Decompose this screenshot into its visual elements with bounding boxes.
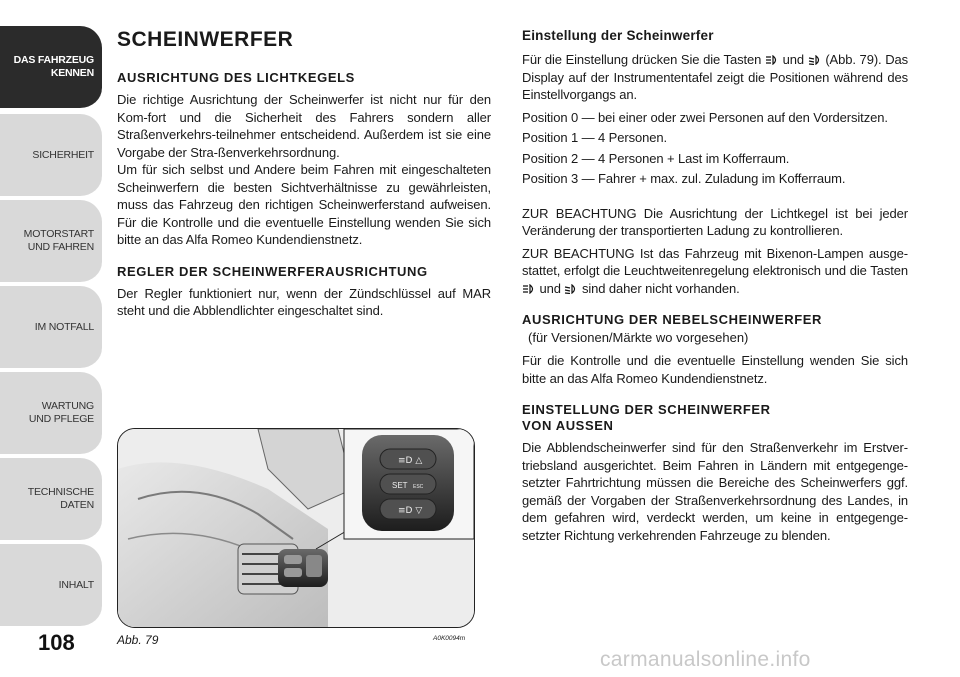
heading-nebelscheinwerfer-sub: (für Versionen/Märkte wo vorgesehen) bbox=[528, 330, 749, 345]
svg-text:SET: SET bbox=[392, 481, 408, 490]
heading-von-aussen-2: VON AUSSEN bbox=[522, 418, 614, 433]
paragraph-nebel: Für die Kontrolle und die eventuelle Einstellung wenden Sie sich bitte an das Alfa Romeo Kundendienstnetz. bbox=[522, 353, 908, 386]
svg-text:≡D △: ≡D △ bbox=[398, 456, 423, 466]
tab-inhalt[interactable]: INHALT bbox=[0, 544, 102, 628]
tab-wartung-und-pflege[interactable]: WARTUNG UND PFLEGE bbox=[0, 372, 102, 456]
set-esc-button[interactable] bbox=[380, 474, 436, 494]
figure-headlight-control bbox=[117, 428, 475, 628]
tab-motorstart-und-fahren[interactable]: MOTORSTART UND FAHREN bbox=[0, 200, 102, 284]
page-title: SCHEINWERFER bbox=[117, 28, 294, 51]
left-column bbox=[117, 28, 491, 325]
position-2: Position 2 — 4 Personen + Last im Kofferraum. bbox=[522, 150, 790, 166]
tab-sicherheit[interactable]: SICHERHEIT bbox=[0, 114, 102, 198]
headlight-down-icon bbox=[808, 55, 822, 65]
position-0: Position 0 — bei einer oder zwei Personen auf den Vordersitzen. bbox=[522, 109, 888, 125]
note-1: ZUR BEACHTUNG Die Ausrichtung der Lichtkegel ist bei jeder Veränderung der transportierten Ladung zu kontrollieren. bbox=[522, 205, 908, 238]
dashboard-control-cluster bbox=[278, 549, 328, 587]
headlight-up-button[interactable] bbox=[380, 449, 436, 469]
paragraph-ausrichtung-1: Die richtige Ausrichtung der Scheinwerfer ist nicht nur für den Kom-fort und die Sicherheit des Fahrers sondern aller Straßenverkehrs-teilnehmer entscheidend. Außerdem ist sie eine Vorgabe der Stra-ßenverkehrsordnung. bbox=[117, 92, 491, 160]
tab-technische-daten[interactable]: TECHNISCHE DATEN bbox=[0, 458, 102, 542]
paragraph-einstellung: Für die Einstellung drücken Sie die Tasten und (Abb. 79). Das Display auf der Instrumententafel zeigt die Positionen während des Einstellvorgangs an. bbox=[522, 52, 909, 102]
heading-nebelscheinwerfer: AUSRICHTUNG DER NEBELSCHEINWERFER bbox=[522, 312, 823, 327]
page-number: 108 bbox=[38, 630, 75, 655]
watermark: carmanualsonline.info bbox=[600, 648, 811, 671]
dashboard-illustration bbox=[118, 429, 474, 627]
figure-code: A0K0094m bbox=[433, 635, 466, 642]
heading-einstellung: Einstellung der Scheinwerfer bbox=[522, 28, 714, 43]
section-heading-ausrichtung: AUSRICHTUNG DES LICHTKEGELS bbox=[117, 70, 355, 85]
tab-im-notfall[interactable]: IM NOTFALL bbox=[0, 286, 102, 370]
headlight-down-icon bbox=[564, 284, 578, 294]
position-1: Position 1 — 4 Personen. bbox=[522, 130, 668, 145]
paragraph-von-aussen: Die Abblendscheinwerfer sind für den Straßenverkehr im Erstver-triebsland ausgerichtet. Beim Fahren in Ländern mit entgegenge-setzter Fahrtrichtung müssen die Bereiche des Scheinwerfers ggf. gemäß der Vorgaben der Straßenverkehrsordnung des Landes, in dem gefahren wird, verdeckt werden, um keine in entgegenge-setzter Richtung verkehrenden Fahrzeuge zu blenden. bbox=[522, 440, 908, 543]
figure-caption: Abb. 79 bbox=[117, 633, 159, 647]
svg-text:≡D ▽: ≡D ▽ bbox=[398, 506, 423, 516]
note-2: ZUR BEACHTUNG Ist das Fahrzeug mit Bixenon-Lampen ausge-stattet, erfolgt die Leuchtweitenregelung elektronisch und die Tasten und sind daher nicht vorhanden. bbox=[522, 245, 908, 296]
svg-text:ESC: ESC bbox=[413, 484, 424, 490]
chapter-tabs bbox=[0, 0, 104, 677]
tab-das-fahrzeug-kennen[interactable]: DAS FAHRZEUG KENNEN bbox=[0, 26, 102, 110]
right-column bbox=[522, 28, 908, 549]
headlight-up-icon bbox=[522, 284, 536, 294]
heading-von-aussen-1: EINSTELLUNG DER SCHEINWERFER bbox=[522, 402, 771, 417]
inset-detail bbox=[344, 429, 474, 539]
headlight-up-icon bbox=[765, 55, 779, 65]
paragraph-ausrichtung-2: Um für sich selbst und Andere beim Fahren mit eingeschalteten Scheinwerfern die besten Sichtverhältnisse zu gewährleisten, muss das Fahrzeug den richtigen Scheinwerferstand aufweisen. Für die Kontrolle und die eventuelle Einstellung wenden Sie sich bitte an das Alfa Romeo Kundendienstnetz. bbox=[117, 162, 491, 247]
paragraph-regler: Der Regler funktioniert nur, wenn der Zündschlüssel auf MAR steht und die Abblendlichter eingeschaltet sind. bbox=[117, 285, 491, 318]
position-3: Position 3 — Fahrer + max. zul. Zuladung im Kofferraum. bbox=[522, 171, 846, 186]
section-heading-regler: REGLER DER SCHEINWERFERAUSRICHTUNG bbox=[117, 263, 428, 279]
headlight-down-button[interactable] bbox=[380, 499, 436, 519]
